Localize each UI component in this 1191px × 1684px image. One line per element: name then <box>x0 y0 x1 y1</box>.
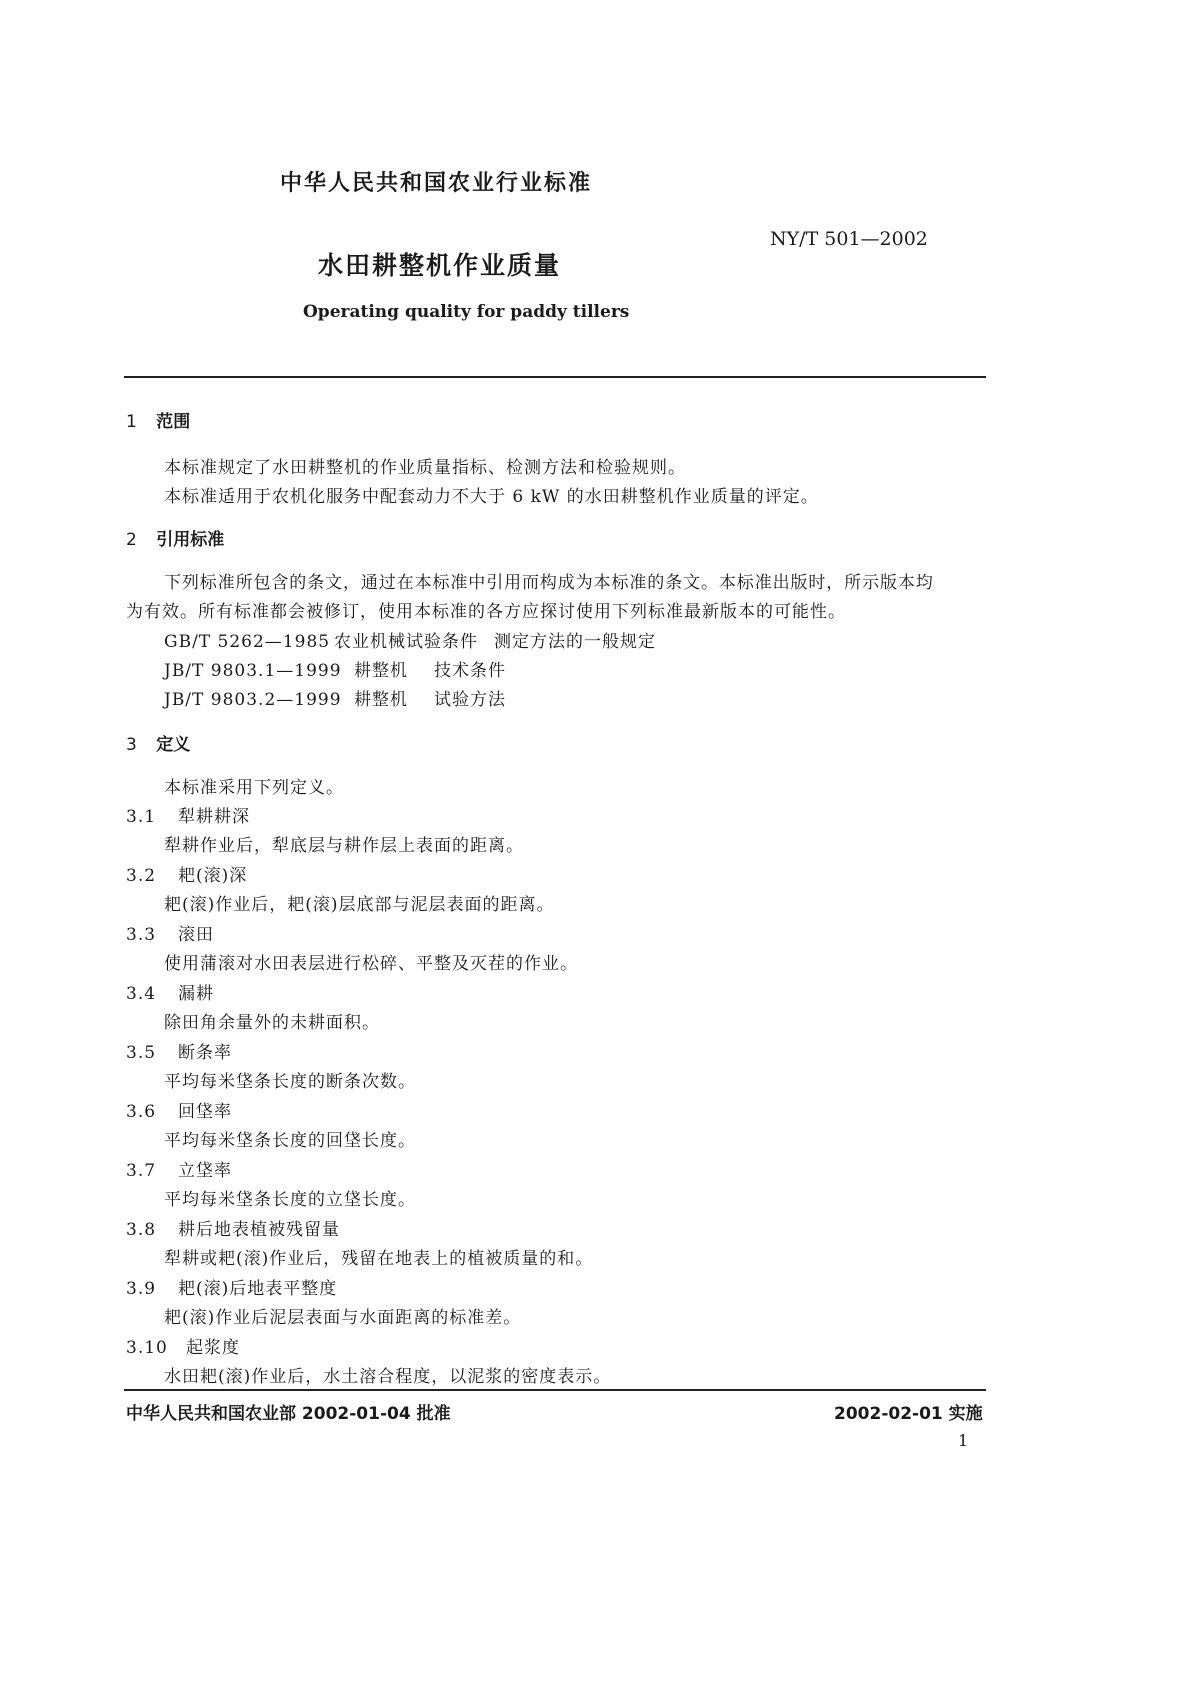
term-name: 耕后地表植被残留量 <box>178 1220 340 1240</box>
term-number: 3.4 <box>126 984 157 1004</box>
term-name: 耙(滚)后地表平整度 <box>178 1279 338 1299</box>
standard-title-chinese: 水田耕整机作业质量 <box>318 251 562 280</box>
term-number: 3.9 <box>126 1279 157 1299</box>
term-number: 3.8 <box>126 1220 157 1240</box>
term-name: 漏耕 <box>178 984 214 1004</box>
term-definition: 使用蒲滚对水田表层进行松碎、平整及灭茬的作业。 <box>164 954 578 974</box>
section-title: 引用标准 <box>156 530 225 550</box>
header-divider <box>124 376 986 378</box>
issuing-body-title: 中华人民共和国农业行业标准 <box>280 171 593 196</box>
reference-desc: 测定方法的一般规定 <box>494 632 656 652</box>
term-definition: 平均每米垡条长度的回垡长度。 <box>164 1131 416 1151</box>
term-definition: 耙(滚)作业后泥层表面与水面距离的标准差。 <box>164 1308 522 1328</box>
section-1-heading <box>126 407 190 432</box>
term-definition: 平均每米垡条长度的断条次数。 <box>164 1072 416 1092</box>
reference-code: JB/T 9803.1—1999 <box>164 661 342 681</box>
term-heading <box>126 920 214 945</box>
term-name: 犁耕耕深 <box>178 807 250 827</box>
paragraph: 本标准适用于农机化服务中配套动力不大于 6 kW 的水田耕整机作业质量的评定。 <box>164 487 819 507</box>
term-number: 3.5 <box>126 1043 157 1063</box>
term-number: 3.2 <box>126 866 157 886</box>
term-number: 3.1 <box>126 807 157 827</box>
section-number: 2 <box>126 530 137 550</box>
term-definition: 除田角余量外的未耕面积。 <box>164 1013 380 1033</box>
term-number: 3.6 <box>126 1102 157 1122</box>
footer-divider <box>124 1389 986 1391</box>
reference-entry <box>164 656 506 681</box>
reference-code: GB/T 5262—1985 <box>164 632 331 652</box>
term-definition: 犁耕或耙(滚)作业后，残留在地表上的植被质量的和。 <box>164 1249 594 1269</box>
term-heading <box>126 979 214 1004</box>
page-number: 1 <box>958 1431 969 1450</box>
term-heading <box>126 861 247 886</box>
section-title: 范围 <box>156 412 191 432</box>
term-definition: 水田耙(滚)作业后，水土溶合程度，以泥浆的密度表示。 <box>164 1367 612 1387</box>
term-definition: 平均每米垡条长度的立垡长度。 <box>164 1190 416 1210</box>
section-3-heading <box>126 730 190 755</box>
term-definition: 耙(滚)作业后，耙(滚)层底部与泥层表面的距离。 <box>164 895 555 915</box>
reference-code: JB/T 9803.2—1999 <box>164 690 342 710</box>
term-heading <box>126 1038 232 1063</box>
section-2-heading <box>126 525 224 550</box>
reference-name: 耕整机 <box>354 661 408 681</box>
term-number: 3.7 <box>126 1161 157 1181</box>
term-number: 3.10 <box>126 1338 168 1358</box>
term-name: 滚田 <box>178 925 214 945</box>
section-number: 1 <box>126 412 137 432</box>
standard-number: NY/T 501—2002 <box>770 228 928 250</box>
term-heading <box>126 1215 340 1240</box>
term-name: 断条率 <box>178 1043 232 1063</box>
approval-line: 中华人民共和国农业部 2002-01-04 批准 <box>126 1404 451 1424</box>
reference-name: 农业机械试验条件 <box>334 632 478 652</box>
paragraph: 为有效。所有标准都会被修订，使用本标准的各方应探讨使用下列标准最新版本的可能性。 <box>126 602 846 622</box>
term-name: 立垡率 <box>178 1161 232 1181</box>
paragraph: 本标准规定了水田耕整机的作业质量指标、检测方法和检验规则。 <box>164 458 686 478</box>
reference-entry <box>164 685 506 710</box>
term-heading <box>126 1097 232 1122</box>
term-name: 起浆度 <box>186 1338 240 1358</box>
reference-entry <box>164 627 656 652</box>
term-number: 3.3 <box>126 925 157 945</box>
section-number: 3 <box>126 735 137 755</box>
term-heading <box>126 802 250 827</box>
term-definition: 犁耕作业后，犁底层与耕作层上表面的距离。 <box>164 836 524 856</box>
term-heading <box>126 1333 240 1358</box>
reference-desc: 试验方法 <box>434 690 506 710</box>
term-heading <box>126 1274 337 1299</box>
effective-date-line: 2002-02-01 实施 <box>834 1404 983 1424</box>
term-name: 回垡率 <box>178 1102 232 1122</box>
reference-name: 耕整机 <box>354 690 408 710</box>
paragraph: 下列标准所包含的条文，通过在本标准中引用而构成为本标准的条文。本标准出版时，所示版本均 <box>164 573 934 593</box>
term-name: 耙(滚)深 <box>178 866 248 886</box>
standard-title-english: Operating quality for paddy tillers <box>303 302 630 322</box>
reference-desc: 技术条件 <box>434 661 506 681</box>
section-title: 定义 <box>156 735 191 755</box>
term-heading <box>126 1156 232 1181</box>
paragraph: 本标准采用下列定义。 <box>164 778 344 798</box>
